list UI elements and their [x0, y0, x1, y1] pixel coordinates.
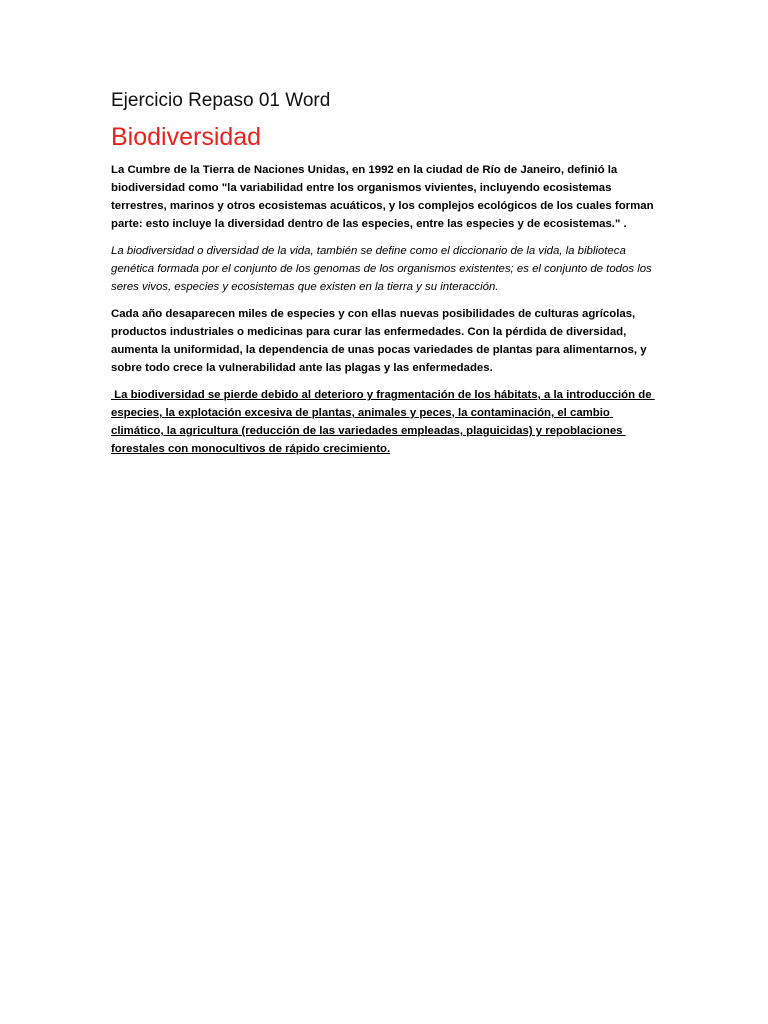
document-heading: Ejercicio Repaso 01 Word — [111, 90, 331, 111]
paragraph-dictionary-of-life: La biodiversidad o diversidad de la vida, también se define como el diccionario de la vida, la biblioteca genética formada por el conjunto de los genomas de los organismos existentes; es el conjunto de todos los seres vivos, especies y ecosistemas que existen en la tierra y su interacción. — [111, 245, 652, 293]
paragraph-definition: La Cumbre de la Tierra de Naciones Unidas, en 1992 en la ciudad de Río de Janeiro, definió la biodiversidad como "la variabilidad entre los organismos vivientes, incluyendo ecosistemas terrestres, marinos y otros ecosistemas acuáticos, y los complejos ecológicos de los cuales forman parte: esto incluye la diversidad dentro de las especies, entre las especies y de ecosistemas." . — [111, 164, 654, 230]
paragraph-species-loss: Cada año desaparecen miles de especies y con ellas nuevas posibilidades de culturas agrícolas, productos industriales o medicinas para curar las enfermedades. Con la pérdida de diversidad, aumenta la uniformidad, la dependencia de unas pocas variedades de plantas para alimentarnos, y sobre todo crece la vulnerabilidad ante las plagas y las enfermedades. — [111, 308, 647, 374]
document-body — [111, 88, 659, 467]
document-title: Biodiversidad — [111, 123, 262, 151]
paragraph-causes: La biodiversidad se pierde debido al deterioro y fragmentación de los hábitats, a la introducción de especies, la explotación excesiva de plantas, animales y peces, la contaminación, el cambio climático, la agricultura (reducción de las variedades empleadas, plaguicidas) y repoblaciones forestales con monocultivos de rápido crecimiento. — [111, 389, 655, 455]
